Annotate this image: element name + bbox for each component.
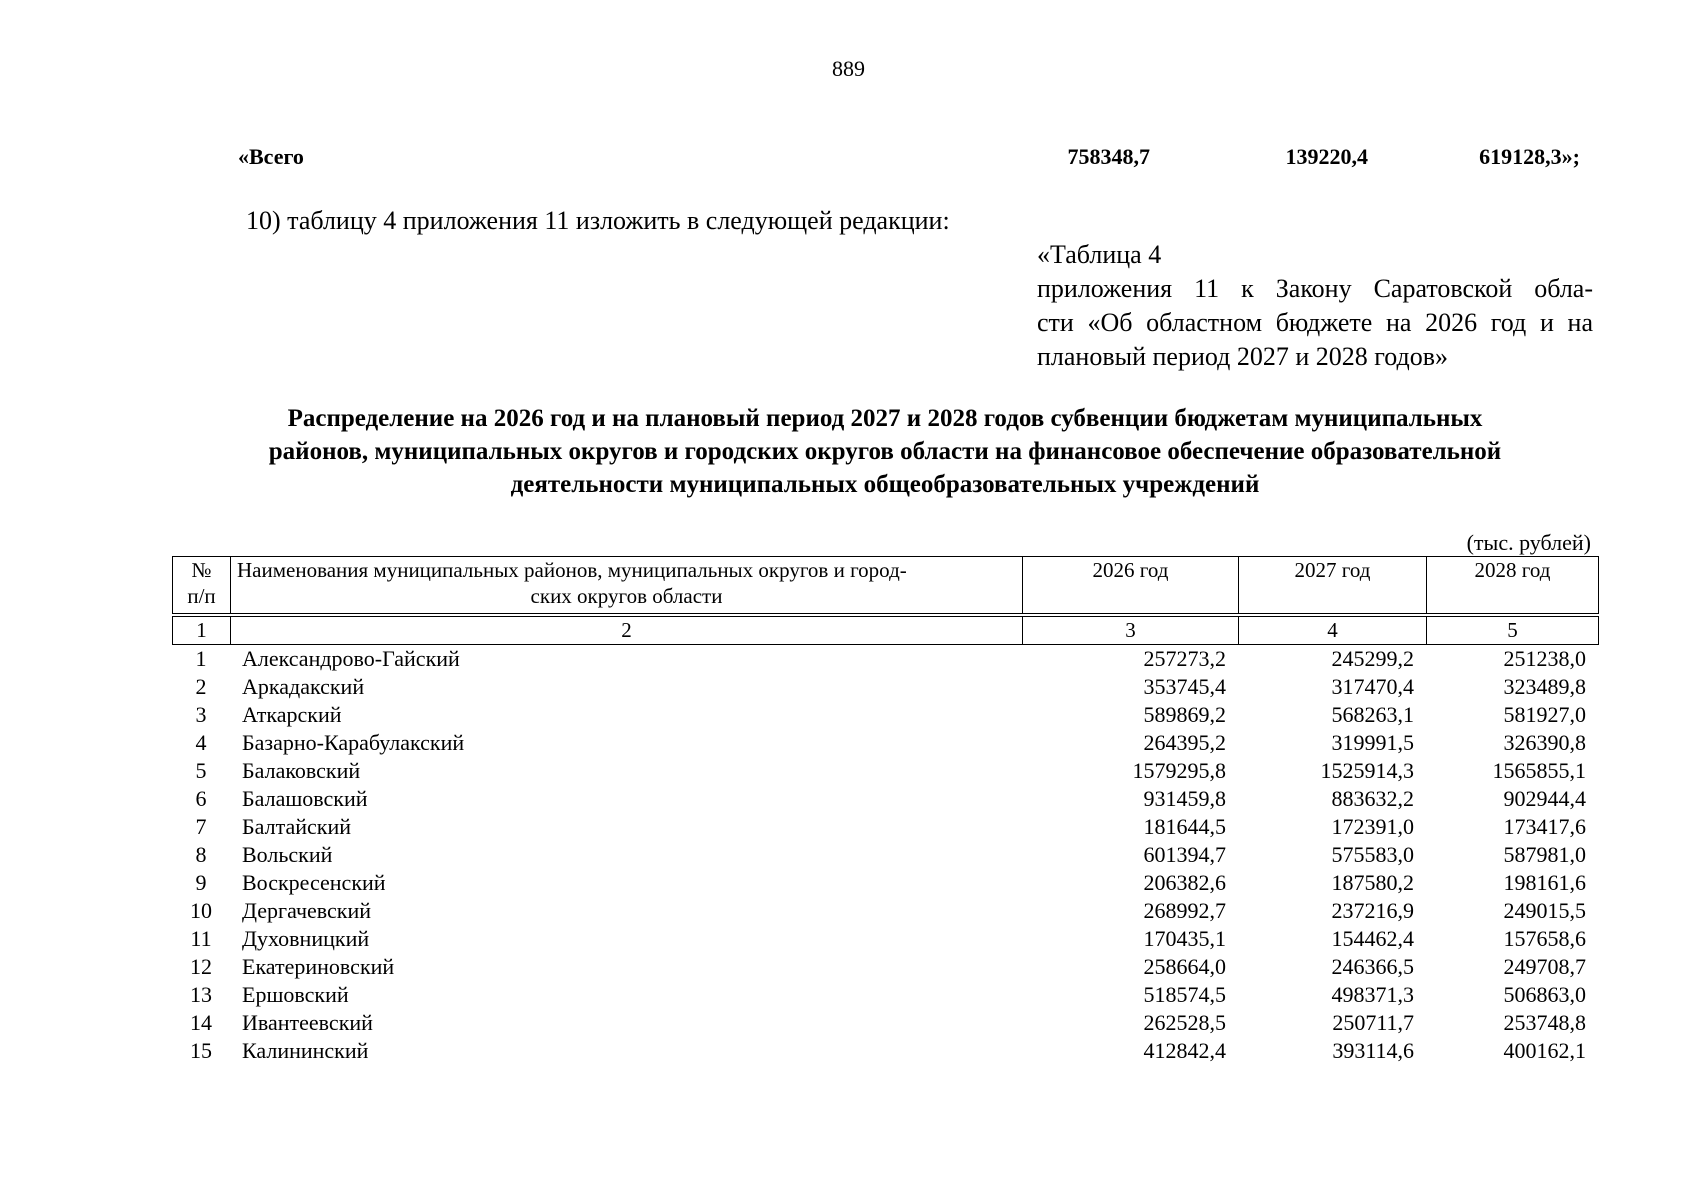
header-2028: 2028 год (1427, 557, 1599, 614)
value-2028: 251238,0 (1503, 646, 1586, 671)
value-2027: 575583,0 (1331, 842, 1414, 867)
district-name: Воскресенский (242, 870, 386, 895)
district-name: Аркадакский (242, 674, 365, 699)
row-number: 7 (195, 814, 207, 839)
header-text: ских округов области (530, 584, 723, 608)
caption-line: плановый период 2027 и 2028 годов» (1037, 342, 1449, 371)
value-2028: 253748,8 (1503, 1010, 1586, 1035)
value-2027: 250711,7 (1332, 1010, 1414, 1035)
row-number: 10 (190, 898, 212, 923)
row-number: 14 (190, 1010, 212, 1035)
table-row (172, 701, 1598, 729)
district-name: Екатериновский (242, 954, 395, 979)
value-2027: 187580,2 (1331, 870, 1414, 895)
value-2027: 319991,5 (1331, 730, 1414, 755)
value-2026: 518574,5 (1143, 982, 1226, 1007)
district-name: Аткарский (242, 702, 342, 727)
table-row (172, 953, 1598, 981)
caption-line: «Таблица 4 (1037, 240, 1162, 269)
table-row (172, 897, 1598, 925)
value-2028: 902944,4 (1503, 786, 1586, 811)
value-2027: 172391,0 (1331, 814, 1414, 839)
value-2026: 257273,2 (1143, 646, 1226, 671)
row-number: 12 (190, 954, 212, 979)
header-text: Наименования муниципальных районов, муниципальных округов и город- (237, 558, 907, 582)
value-2026: 170435,1 (1143, 926, 1226, 951)
row-number: 3 (195, 702, 207, 727)
document-title (160, 402, 1610, 501)
value-2028: 157658,6 (1503, 926, 1586, 951)
district-name: Балтайский (242, 814, 351, 839)
district-name: Ершовский (242, 982, 349, 1007)
row-number: 2 (195, 674, 207, 699)
value-2026: 262528,5 (1143, 1010, 1226, 1035)
page-number: 889 (832, 56, 865, 81)
value-2026: 353745,4 (1143, 674, 1226, 699)
district-name: Дергачевский (242, 898, 372, 923)
value-2026: 268992,7 (1143, 898, 1226, 923)
district-name: Духовницкий (242, 926, 370, 951)
row-number: 11 (190, 926, 212, 951)
column-number: 4 (1239, 617, 1427, 645)
value-2028: 506863,0 (1503, 982, 1586, 1007)
value-2026: 601394,7 (1143, 842, 1226, 867)
district-name: Ивантеевский (242, 1010, 373, 1035)
district-name: Александрово-Гайский (242, 646, 460, 671)
title-line: деятельности муниципальных общеобразовательных учреждений (510, 471, 1260, 498)
value-2028: 249015,5 (1503, 898, 1586, 923)
row-number: 6 (195, 786, 207, 811)
value-2028: 173417,6 (1503, 814, 1586, 839)
column-number: 5 (1427, 617, 1599, 645)
district-name: Базарно-Карабулакский (242, 730, 465, 755)
column-numbers-row (172, 616, 1599, 645)
value-2027: 1525914,3 (1320, 758, 1414, 783)
table-row (172, 841, 1598, 869)
value-2028: 323489,8 (1503, 674, 1586, 699)
amendment-instruction: 10) таблицу 4 приложения 11 изложить в следующей редакции: (246, 206, 950, 235)
row-number: 15 (190, 1038, 212, 1063)
value-2028: 587981,0 (1503, 842, 1586, 867)
table-row (172, 729, 1598, 757)
value-2027: 393114,6 (1332, 1038, 1414, 1063)
table-caption (1037, 238, 1593, 374)
value-2026: 1579295,8 (1132, 758, 1226, 783)
table-row (172, 1009, 1598, 1037)
total-label: «Всего (238, 144, 304, 169)
header-2027: 2027 год (1239, 557, 1427, 614)
column-number: 1 (173, 617, 231, 645)
district-name: Калининский (242, 1038, 369, 1063)
table-row (172, 1037, 1598, 1065)
header-text: п/п (187, 584, 216, 608)
value-2027: 568263,1 (1331, 702, 1414, 727)
value-2026: 181644,5 (1143, 814, 1226, 839)
title-line: районов, муниципальных округов и городских округов области на финансовое обеспечение образовательной (268, 438, 1502, 465)
total-2026: 758348,7 (1067, 144, 1150, 169)
district-name: Балаковский (242, 758, 361, 783)
title-line: Распределение на 2026 год и на плановый период 2027 и 2028 годов субвенции бюджетам муниципальных (287, 405, 1483, 432)
value-2028: 400162,1 (1503, 1038, 1586, 1063)
row-number: 4 (195, 730, 207, 755)
value-2026: 931459,8 (1143, 786, 1226, 811)
district-name: Балашовский (242, 786, 368, 811)
row-number: 1 (195, 646, 207, 671)
value-2027: 245299,2 (1331, 646, 1414, 671)
header-name (231, 557, 1023, 614)
table-row (172, 785, 1598, 813)
value-2028: 198161,6 (1503, 870, 1586, 895)
caption-line: сти «Об областном бюджете на 2026 год и на (1037, 308, 1593, 337)
value-2027: 246366,5 (1331, 954, 1414, 979)
header-text: № (191, 558, 212, 582)
row-number: 8 (195, 842, 207, 867)
value-2027: 237216,9 (1331, 898, 1414, 923)
value-2026: 264395,2 (1143, 730, 1226, 755)
row-number: 9 (195, 870, 207, 895)
table-row (172, 925, 1598, 953)
value-2027: 154462,4 (1331, 926, 1414, 951)
row-number: 13 (190, 982, 212, 1007)
value-2026: 258664,0 (1143, 954, 1226, 979)
value-2027: 883632,2 (1331, 786, 1414, 811)
header-2026: 2026 год (1023, 557, 1239, 614)
total-2028: 619128,3»; (1479, 144, 1580, 169)
column-number: 2 (231, 617, 1023, 645)
value-2026: 206382,6 (1143, 870, 1226, 895)
district-name: Вольский (242, 842, 333, 867)
value-2026: 412842,4 (1143, 1038, 1226, 1063)
table-row (172, 757, 1598, 785)
value-2028: 249708,7 (1503, 954, 1586, 979)
column-number: 3 (1023, 617, 1239, 645)
value-2028: 581927,0 (1503, 702, 1586, 727)
table-row (172, 813, 1598, 841)
value-2027: 498371,3 (1331, 982, 1414, 1007)
row-number: 5 (195, 758, 207, 783)
caption-line: приложения 11 к Закону Саратовской обла- (1037, 274, 1593, 303)
table-row (172, 673, 1598, 701)
total-2027: 139220,4 (1285, 144, 1368, 169)
value-2028: 326390,8 (1503, 730, 1586, 755)
table-body (172, 645, 1598, 1065)
table-row (172, 981, 1598, 1009)
table-row (172, 645, 1598, 673)
value-2026: 589869,2 (1143, 702, 1226, 727)
value-2027: 317470,4 (1331, 674, 1414, 699)
value-2028: 1565855,1 (1492, 758, 1586, 783)
table-row (172, 869, 1598, 897)
header-number (173, 557, 231, 614)
table-header (172, 556, 1599, 614)
units-label: (тыс. рублей) (1466, 530, 1591, 555)
